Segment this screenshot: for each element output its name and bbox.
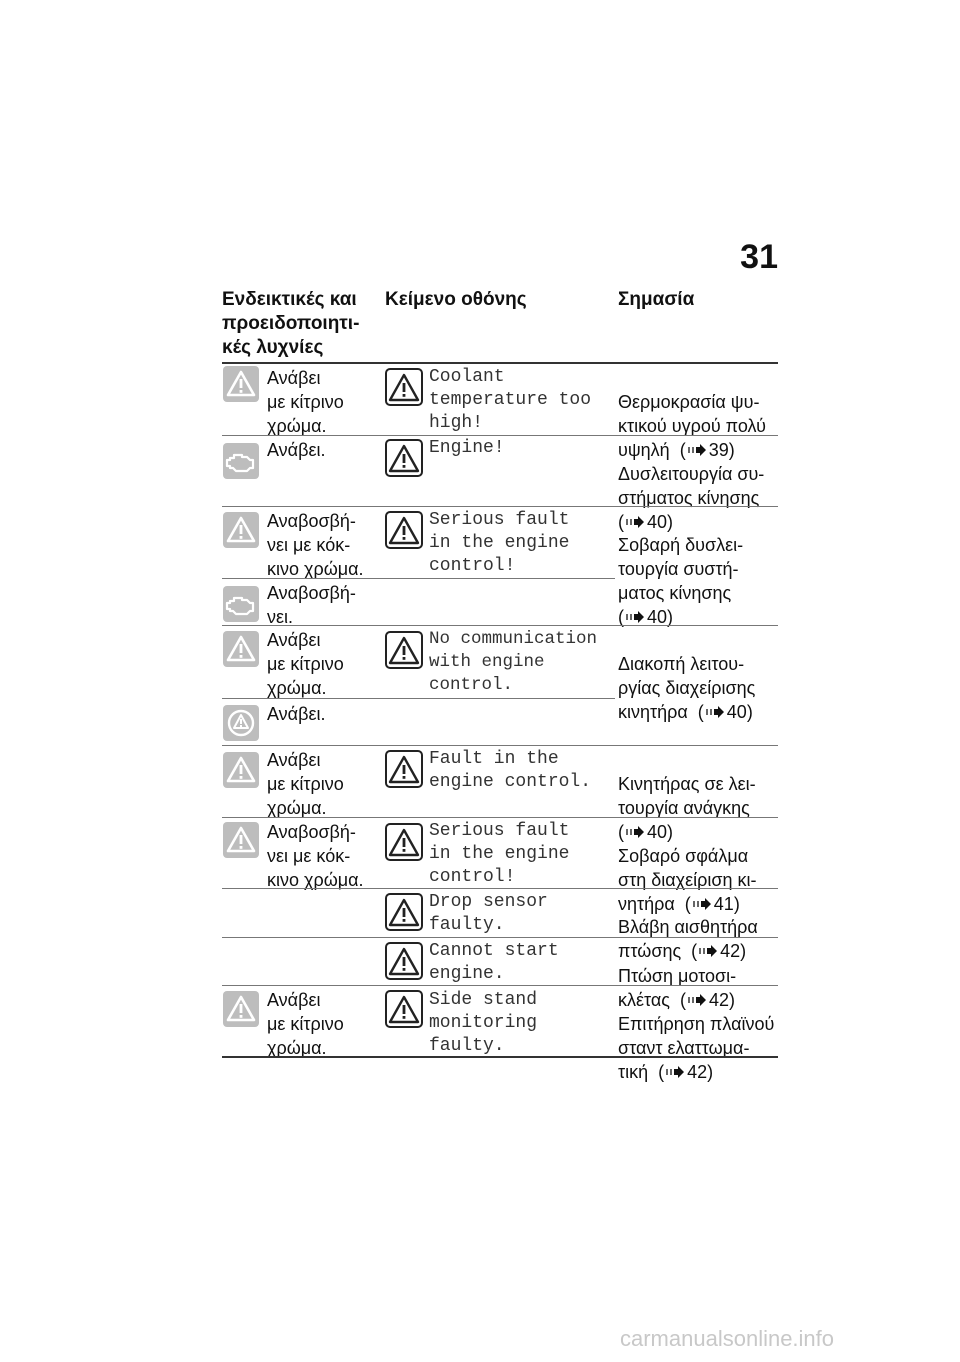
display-warning-icon: [385, 823, 423, 861]
row5-page-ref[interactable]: ( 40): [618, 822, 674, 842]
watermark: carmanualsonline.info: [620, 1326, 835, 1351]
engine-check-icon: [223, 443, 259, 479]
row-divider: [222, 698, 615, 699]
row5-display-text: Fault in the engine control.: [429, 749, 592, 792]
display-warning-icon: [385, 368, 423, 406]
row9-meaning: [618, 988, 778, 1084]
row5-meaning-text: Κινητήρας σε λει- τουργία ανάγκης: [618, 774, 756, 818]
row4-indicator-b: Ανάβει.: [267, 704, 326, 724]
row3-meaning: [618, 509, 778, 629]
row7-page-ref[interactable]: ( 42): [691, 941, 747, 961]
row4-indicator-a: Ανάβει με κίτρινο χρώμα.: [267, 630, 344, 698]
row8-meaning-text: Πτώση μοτοσι- κλέτας: [618, 966, 737, 1010]
header-indicator: Ενδεικτικές και προειδοποιητι- κές λυχνίες: [222, 289, 360, 358]
header-meaning: Σημασία: [618, 289, 695, 310]
row8-display-text: Cannot start engine.: [429, 941, 559, 984]
display-warning-icon: [385, 750, 423, 788]
row3-indicator-a: Αναβοσβή- νει με κόκ- κινο χρώμα.: [267, 511, 364, 579]
row9-meaning-text: Επιτήρηση πλαϊνού σταντ ελαττωμα- τική: [618, 1014, 775, 1082]
warning-triangle-icon: [223, 631, 259, 667]
wheel-warning-icon: [223, 705, 259, 741]
row1-display-text: Coolant temperature too high!: [429, 367, 592, 433]
row-divider: [222, 888, 778, 889]
row4-meaning-text: Διακοπή λειτου- ργίας διαχείρισης κινητήρα: [618, 654, 756, 722]
row-divider: [222, 817, 778, 818]
display-warning-icon: [385, 631, 423, 669]
row6-indicator: Αναβοσβή- νει με κόκ- κινο χρώμα.: [267, 822, 364, 890]
row6-page-ref[interactable]: ( 41): [684, 894, 740, 914]
page-number: 31: [740, 238, 778, 276]
row-divider: [222, 625, 778, 626]
row7-meaning-text: Βλάβη αισθητήρα πτώσης: [618, 917, 758, 961]
row-divider: [222, 506, 778, 507]
table-bottom-rule: [222, 1056, 778, 1058]
row9-page-ref[interactable]: ( 42): [658, 1062, 714, 1082]
display-warning-icon: [385, 511, 423, 549]
warning-triangle-icon: [223, 991, 259, 1027]
warning-triangle-icon: [223, 366, 259, 402]
row1-indicator: Ανάβει με κίτρινο χρώμα.: [267, 368, 344, 436]
row1-page-ref[interactable]: ( 39): [679, 440, 735, 460]
row3-meaning-text: Σοβαρή δυσλει- τουργία συστή- ματος κίνησης: [618, 535, 744, 603]
warning-triangle-icon: [223, 752, 259, 788]
warning-triangle-icon: [223, 822, 259, 858]
header-rule: [222, 362, 778, 364]
row4-page-ref[interactable]: ( 40): [697, 702, 753, 722]
row2-meaning-text: Δυσλειτουργία συ- στήματος κίνησης: [618, 464, 765, 508]
row4-meaning: [618, 628, 778, 724]
page-reference-arrow-icon: [666, 1066, 684, 1078]
row8-page-ref[interactable]: ( 42): [679, 990, 735, 1010]
row2-display-text: Engine!: [429, 438, 505, 458]
row7-display-text: Drop sensor faulty.: [429, 892, 548, 935]
row6-display-text: Serious fault in the engine control!: [429, 821, 570, 887]
row9-display-text: Side stand monitoring faulty.: [429, 990, 538, 1056]
display-warning-icon: [385, 990, 423, 1028]
display-warning-icon: [385, 439, 423, 477]
row-divider: [222, 435, 778, 436]
display-warning-icon: [385, 893, 423, 931]
engine-check-icon: [223, 586, 259, 622]
row-divider: [222, 745, 778, 746]
row-divider: [222, 985, 778, 986]
display-warning-icon: [385, 942, 423, 980]
row6-meaning-text: Σοβαρό σφάλμα στη διαχείριση κι- νητήρα: [618, 846, 757, 914]
row-divider: [222, 578, 615, 579]
warning-triangle-icon: [223, 512, 259, 548]
page-reference-arrow-icon: [626, 611, 644, 623]
row3-page-ref[interactable]: ( 40): [618, 607, 674, 627]
row5-indicator: Ανάβει με κίτρινο χρώμα.: [267, 750, 344, 818]
row4-display-text: No communication with engine control.: [429, 629, 598, 695]
row3-indicator-b: Αναβοσβή- νει.: [267, 583, 356, 627]
page-reference-arrow-icon: [706, 706, 724, 718]
row1-meaning-text: Θερμοκρασία ψυ- κτικού υγρού πολύ υψηλή: [618, 392, 766, 460]
row9-indicator: Ανάβει με κίτρινο χρώμα.: [267, 990, 344, 1058]
header-display: Κείμενο οθόνης: [385, 289, 527, 310]
row3-display-text: Serious fault in the engine control!: [429, 510, 570, 576]
row2-indicator: Ανάβει.: [267, 440, 326, 460]
row-divider: [222, 937, 778, 938]
row2-page-ref[interactable]: ( 40): [618, 512, 674, 532]
